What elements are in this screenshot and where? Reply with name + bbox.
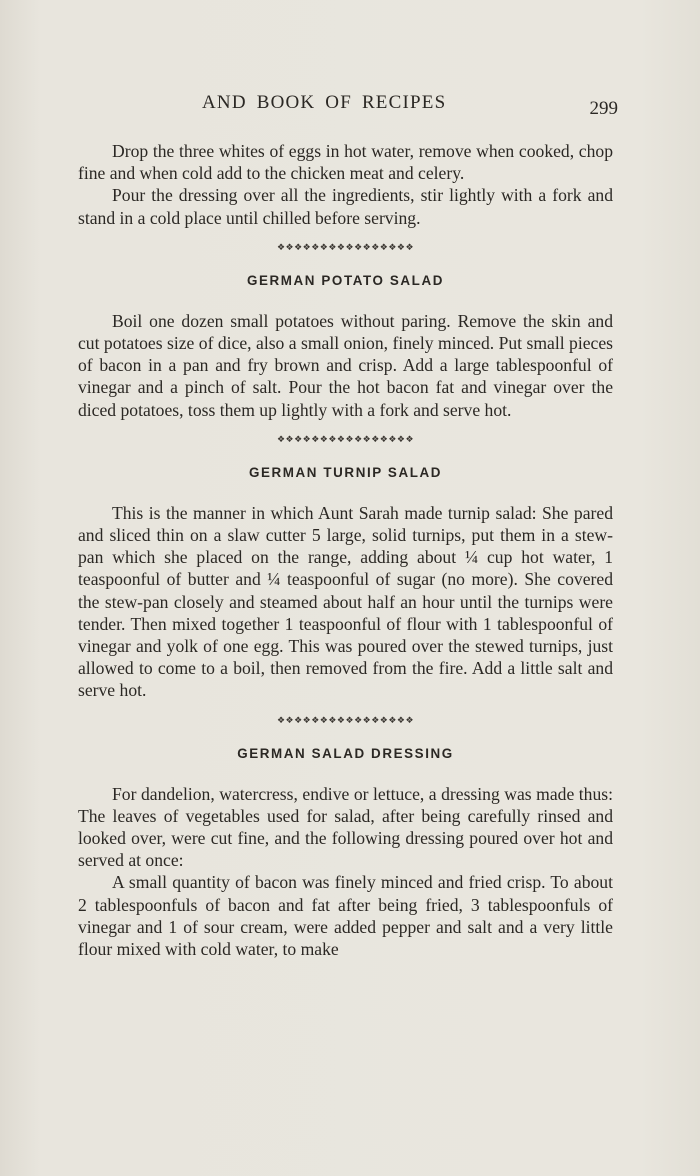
- paragraph: This is the manner in which Aunt Sarah made turnip salad: She pared and sliced thin on a slaw cutter 5 large, solid turnips, put them in a stew-pan which she placed on the range, adding about ¼ cup hot water, 1 teaspoonful of butter and ¼ teaspoonful of sugar (no more). She covered the stew-pan closely and steamed about half an hour until the turnips were tender. Then mixed together 1 teaspoonful of flour with 1 tablespoonful of vinegar and yolk of one egg. This was poured over the stewed turnips, just allowed to come to a boil, then removed from the fire. Add a little salt and serve hot.: [78, 502, 613, 701]
- running-head: AND BOOK OF RECIPES: [202, 92, 447, 113]
- paragraph: Boil one dozen small potatoes without paring. Remove the skin and cut potatoes size of dice, also a small onion, finely minced. Put small pieces of bacon in a pan and fry brown and crisp. Add a large tablespoonful of vinegar and a pinch of salt. Pour the hot bacon fat and vinegar over the diced potatoes, toss them up lightly with a fork and serve hot.: [78, 310, 613, 420]
- page-header: [78, 92, 618, 122]
- paragraph: For dandelion, watercress, endive or lettuce, a dressing was made thus: The leaves of vegetables used for salad, after being carefully rinsed and looked over, were cut fine, and the following dressing poured over hot and served at once:: [78, 783, 613, 871]
- recipe-title: GERMAN TURNIP SALAD: [248, 464, 443, 480]
- ornament-divider: ❖❖❖❖❖❖❖❖❖❖❖❖❖❖❖❖: [276, 241, 415, 252]
- paragraph: A small quantity of bacon was finely minced and fried crisp. To about 2 tablespoonfuls of bacon and fat after being fried, 3 tablespoonfuls of vinegar and 1 of sour cream, were added pepper and salt and a very little flour mixed with cold water, to make: [78, 872, 613, 960]
- ornament-divider: ❖❖❖❖❖❖❖❖❖❖❖❖❖❖❖❖: [276, 714, 415, 725]
- recipe-title: GERMAN POTATO SALAD: [246, 272, 445, 288]
- paragraph: Drop the three whites of eggs in hot water, remove when cooked, chop fine and when cold add to the chicken meat and celery.: [78, 141, 613, 184]
- paragraph: Pour the dressing over all the ingredients, stir lightly with a fork and stand in a cold place until chilled before serving.: [78, 185, 613, 228]
- recipe-title: GERMAN SALAD DRESSING: [237, 745, 454, 761]
- page-number: 299: [589, 98, 618, 119]
- ornament-divider: ❖❖❖❖❖❖❖❖❖❖❖❖❖❖❖❖: [276, 433, 415, 444]
- page-body: [78, 140, 613, 960]
